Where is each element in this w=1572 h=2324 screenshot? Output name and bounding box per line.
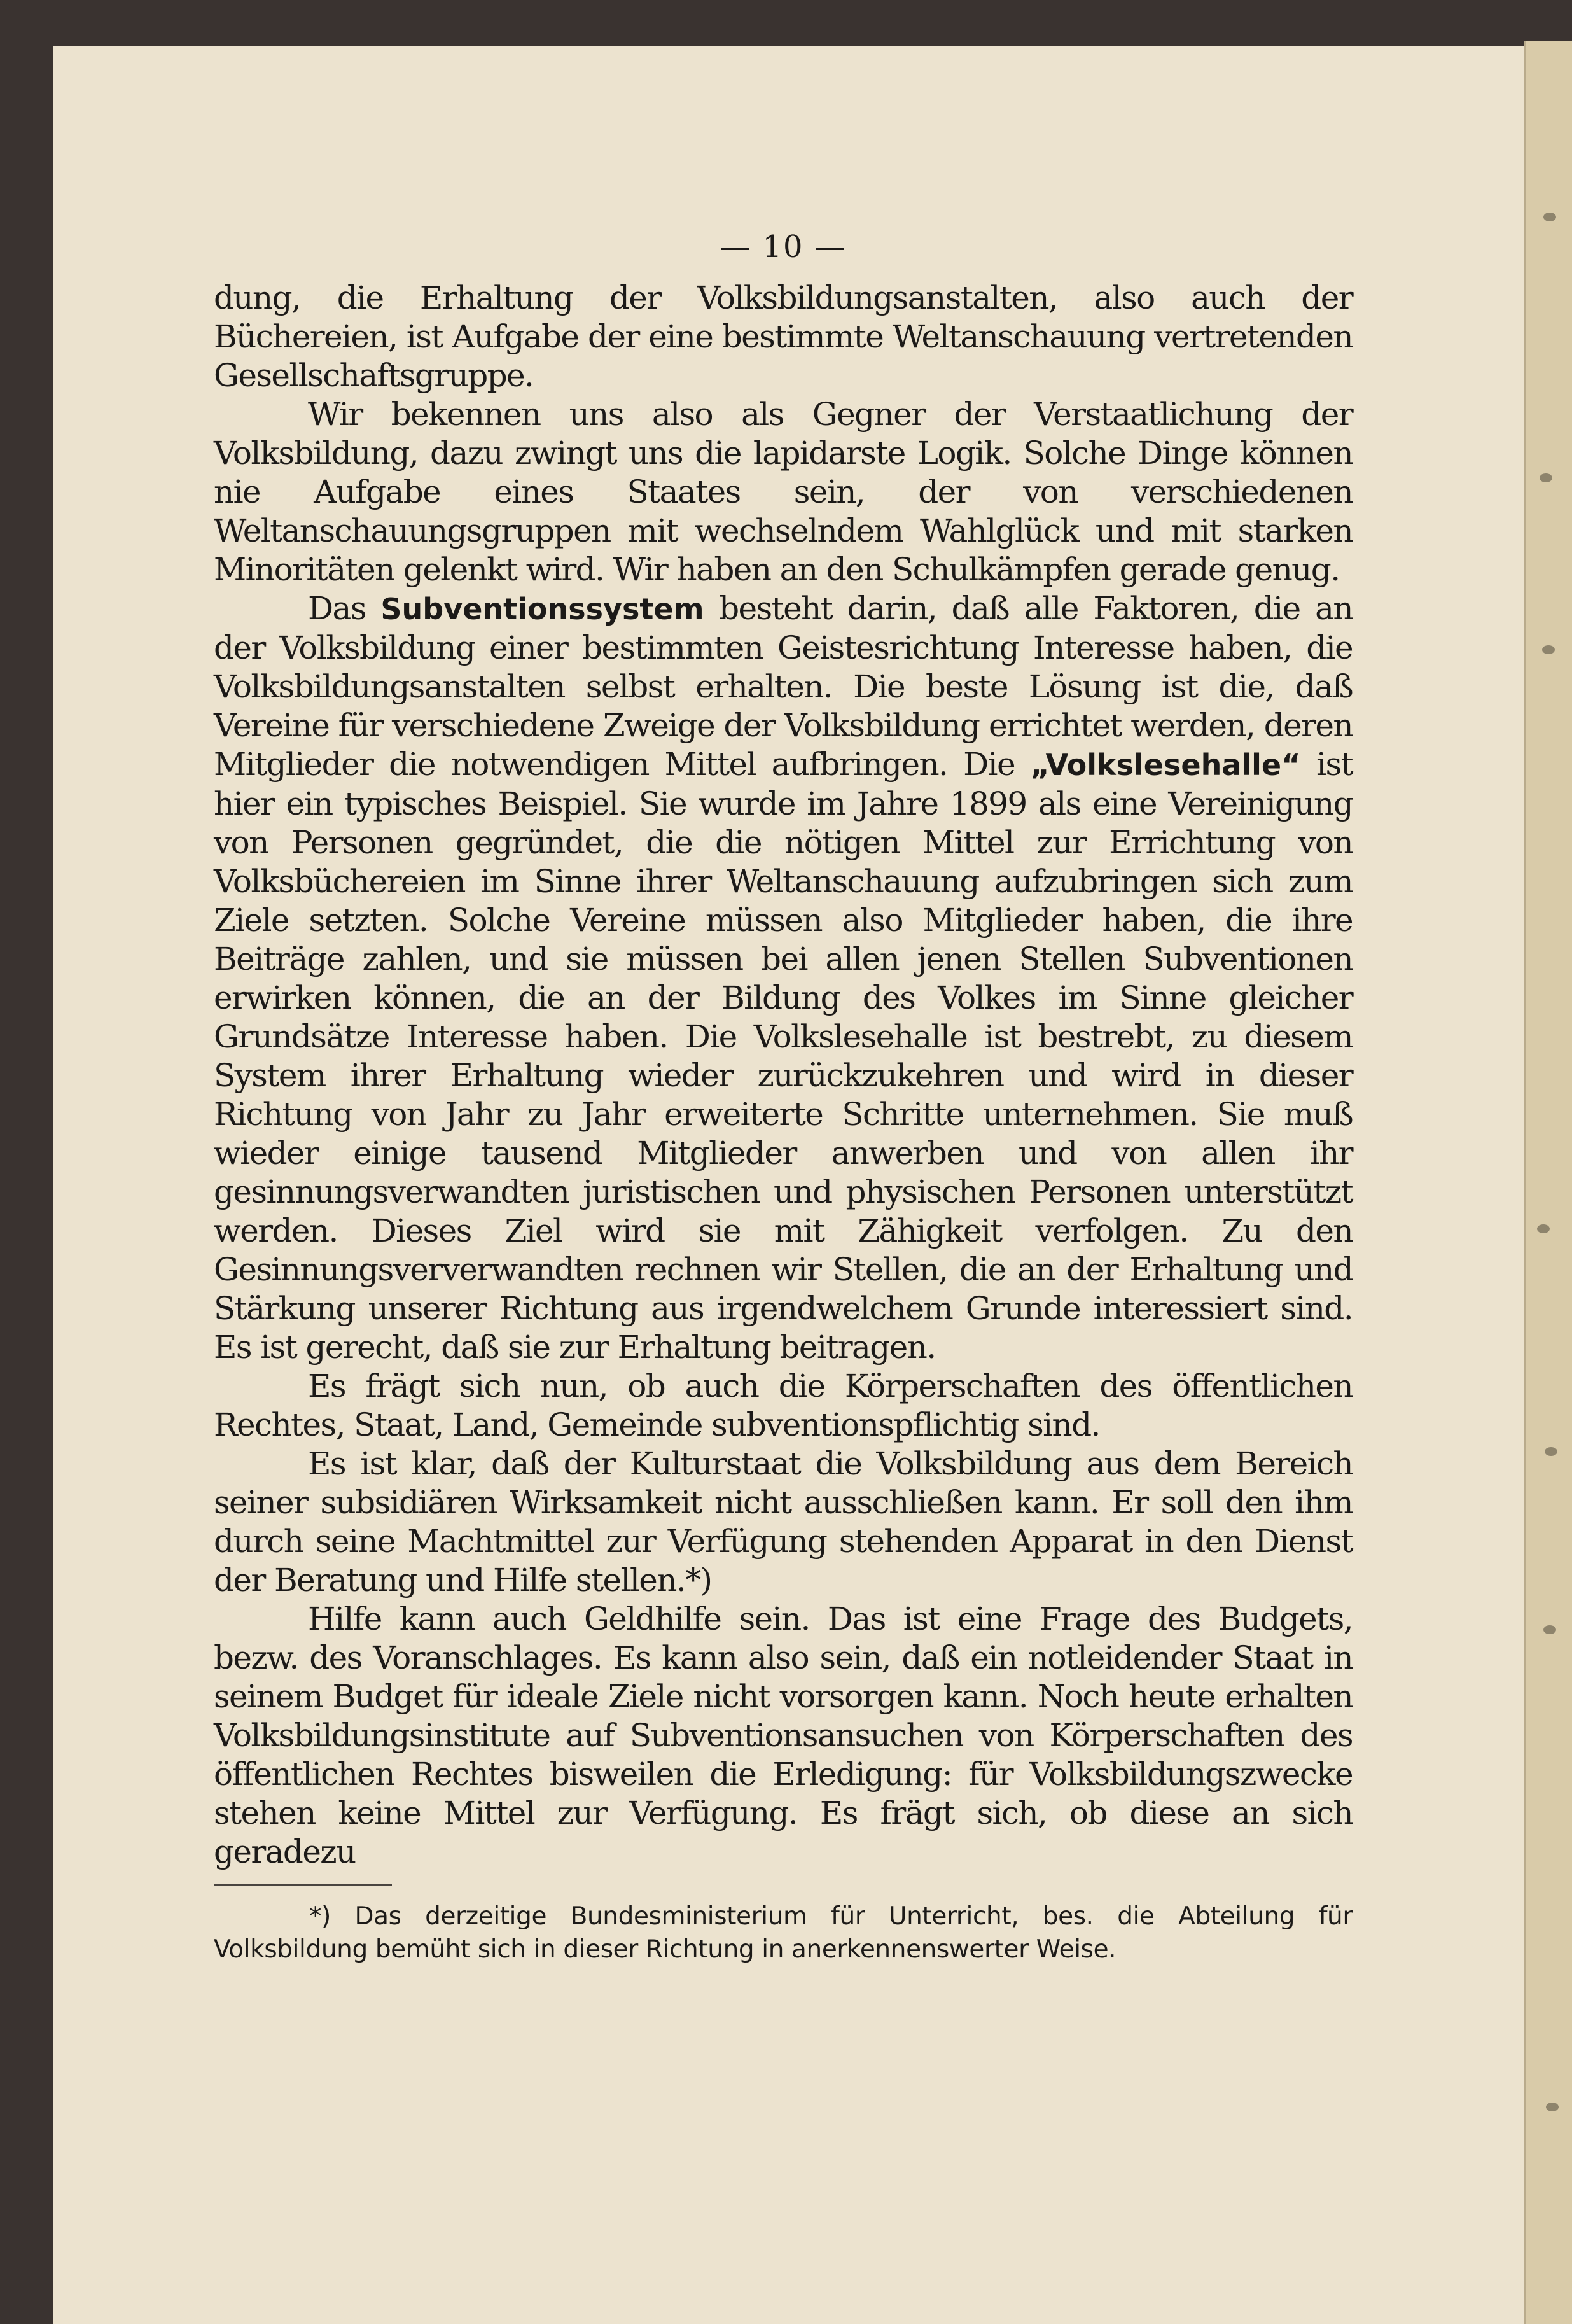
footnote — [214, 1900, 1353, 1966]
paragraph-3-middle: besteht darin, daß alle Faktoren, die an der Volksbildung einer bestimmten Geistesrichtung Interesse haben, die Volksbildungsanstalten selbst erhalten. Die beste Lösung ist die, daß Vereine für verschiedene Zweige der Volksbildung errichtet werden, deren Mitglieder die notwendigen Mittel aufbringen. Die — [214, 590, 1353, 783]
paragraph-6: Hilfe kann auch Geldhilfe sein. Das ist eine Frage des Budgets, bezw. des Voranschlages. Es kann also sein, daß ein notleidender Staat in seinem Budget für ideale Ziele nicht vorsorgen kann. Noch heute erhalten Volksbildungsinstitute auf Subventionsansuchen von Körperschaften des öffentlichen Rechtes bisweilen die Erledigung: für Volksbildungszwecke stehen keine Mittel zur Verfügung. Es frägt sich, ob diese an sich geradezu — [214, 1600, 1353, 1870]
margin-mark — [1543, 213, 1556, 221]
footnote-text: *) Das derzeitige Bundesministerium für Unterricht, bes. die Abteilung für Volksbildung bemüht sich in dieser Richtung in anerkennenswerter Weise. — [214, 1902, 1353, 1964]
margin-mark — [1545, 1447, 1557, 1456]
paragraph-3 — [214, 589, 1353, 1367]
emphasis-volkslesehalle: „Volkslesehalle“ — [1030, 748, 1301, 782]
paragraph-4: Es frägt sich nun, ob auch die Körperschaften des öffentlichen Rechtes, Staat, Land, Gemeinde subventionspflichtig sind. — [214, 1368, 1353, 1443]
next-page-edge — [1524, 41, 1572, 2324]
paragraph-2: Wir bekennen uns also als Gegner der Verstaatlichung der Volksbildung, dazu zwingt uns die lapidarste Logik. Solche Dinge können nie Aufgabe eines Staates sein, der von verschiedenen Weltanschauungsgruppen mit wechselndem Wahlglück und mit starken Minoritäten gelenkt wird. Wir haben an den Schulkämpfen gerade genug. — [214, 396, 1353, 588]
page-number: — 10 — — [720, 229, 847, 265]
paragraph-3-start: Das — [308, 590, 366, 627]
page-content — [214, 229, 1353, 1966]
margin-mark — [1542, 645, 1555, 654]
margin-mark — [1540, 473, 1552, 482]
paragraph-5: Es ist klar, daß der Kulturstaat die Volksbildung aus dem Bereich seiner subsidiären Wirksamkeit nicht ausschließen kann. Er soll den ihm durch seine Machtmittel zur Verfügung stehenden Apparat in den Dienst der Beratung und Hilfe stellen.*) — [214, 1445, 1353, 1599]
body-text — [214, 279, 1353, 1872]
paragraph-1: dung, die Erhaltung der Volksbildungsanstalten, also auch der Büchereien, ist Aufgabe der eine bestimmte Weltanschauung vertretenden Gesellschaftsgruppe. — [214, 279, 1353, 394]
paragraph-3-end: ist hier ein typisches Beispiel. Sie wurde im Jahre 1899 als eine Vereinigung von Personen gegründet, die die nötigen Mittel zur Errichtung von Volksbüchereien im Sinne ihrer Weltanschauung aufzubringen sich zum Ziele setzten. Solche Vereine müssen also Mitglieder haben, die ihre Beiträge zahlen, und sie müssen bei allen jenen Stellen Subventionen erwirken können, die an der Bildung des Volkes im Sinne gleicher Grundsätze Interesse haben. Die Volkslesehalle ist bestrebt, zu diesem System ihrer Erhaltung wieder zurückzukehren und wird in dieser Richtung von Jahr zu Jahr erweiterte Schritte unternehmen. Sie muß wieder einige tausend Mitglieder anwerben und von allen ihr gesinnungsverwandten juristischen und physischen Personen unterstützt werden. Dieses Ziel wird sie mit Zähigkeit verfolgen. Zu den Gesinnungsververwandten rechnen wir Stellen, die an der Erhaltung und Stärkung unserer Richtung aus irgendwelchem Grunde interessiert sind. Es ist gerecht, daß sie zur Erhaltung beitragen. — [214, 746, 1353, 1366]
emphasis-subventionssystem: Subventionssystem — [380, 592, 704, 626]
margin-mark — [1543, 1625, 1556, 1634]
footnote-divider — [214, 1884, 392, 1886]
margin-mark — [1537, 1224, 1550, 1233]
margin-mark — [1546, 2103, 1559, 2111]
